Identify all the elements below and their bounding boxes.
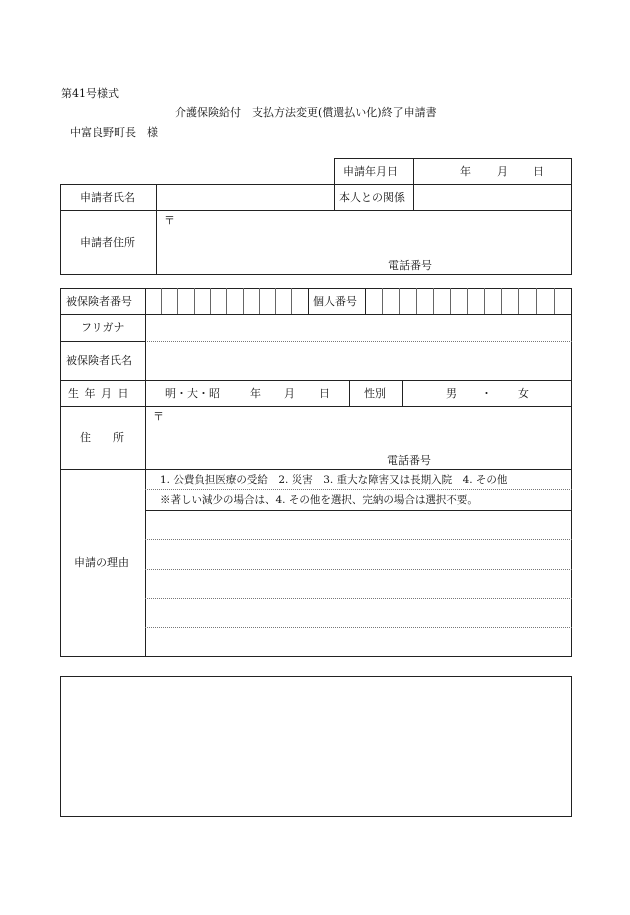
personal-number-label: 個人番号: [313, 295, 357, 308]
form-number: 第41号様式: [61, 87, 119, 100]
insured-address-field[interactable]: [146, 407, 571, 469]
applicant-name-label: 申請者氏名: [80, 191, 135, 204]
applicant-address-label: 申請者住所: [80, 236, 135, 249]
applicant-name-field[interactable]: [157, 185, 333, 209]
birth-year: 年: [250, 387, 261, 400]
insured-name-label: 被保険者氏名: [66, 354, 132, 367]
reason-note: ※著しい減少の場合は、4. その他を選択、完納の場合は選択不要。: [160, 494, 478, 506]
birth-month: 月: [284, 387, 295, 400]
relation-label: 本人との関係: [339, 191, 405, 204]
insured-address-label: 住 所: [80, 431, 124, 444]
sex-label: 性別: [364, 387, 386, 400]
sex-male[interactable]: 男: [446, 387, 457, 400]
applicant-postal-mark: 〒: [164, 214, 175, 227]
insured-phone-label: 電話番号: [387, 454, 431, 467]
remarks-box[interactable]: [60, 676, 572, 817]
reason-label: 申請の理由: [74, 556, 129, 569]
sex-female[interactable]: 女: [518, 387, 529, 400]
insured-number-field[interactable]: [146, 289, 307, 313]
insured-postal-mark: 〒: [153, 410, 164, 423]
applicant-phone-label: 電話番号: [388, 259, 432, 272]
birth-day: 日: [319, 387, 330, 400]
era-options[interactable]: 明・大・昭: [165, 387, 220, 400]
addressee: 中富良野町長 様: [70, 126, 158, 139]
date-day: 日: [533, 165, 544, 178]
applicant-address-field[interactable]: [157, 211, 571, 274]
furigana-field[interactable]: [146, 315, 571, 340]
reason-detail-field[interactable]: [146, 511, 571, 656]
date-year: 年: [460, 165, 471, 178]
sex-separator: ・: [481, 387, 492, 400]
insured-number-label: 被保険者番号: [66, 295, 132, 308]
relation-field[interactable]: [414, 185, 571, 209]
birth-date-label: 生 年 月 日: [68, 387, 130, 400]
insured-name-field[interactable]: [146, 342, 571, 379]
application-date-label: 申請年月日: [343, 165, 398, 178]
reason-options[interactable]: 1. 公費負担医療の受給 2. 災害 3. 重大な障害又は長期入院 4. その他: [160, 474, 508, 486]
personal-number-field[interactable]: [366, 289, 571, 313]
furigana-label: フリガナ: [81, 321, 125, 334]
form-title: 介護保険給付 支払方法変更(償還払い化)終了申請書: [175, 106, 437, 119]
date-month: 月: [497, 165, 508, 178]
